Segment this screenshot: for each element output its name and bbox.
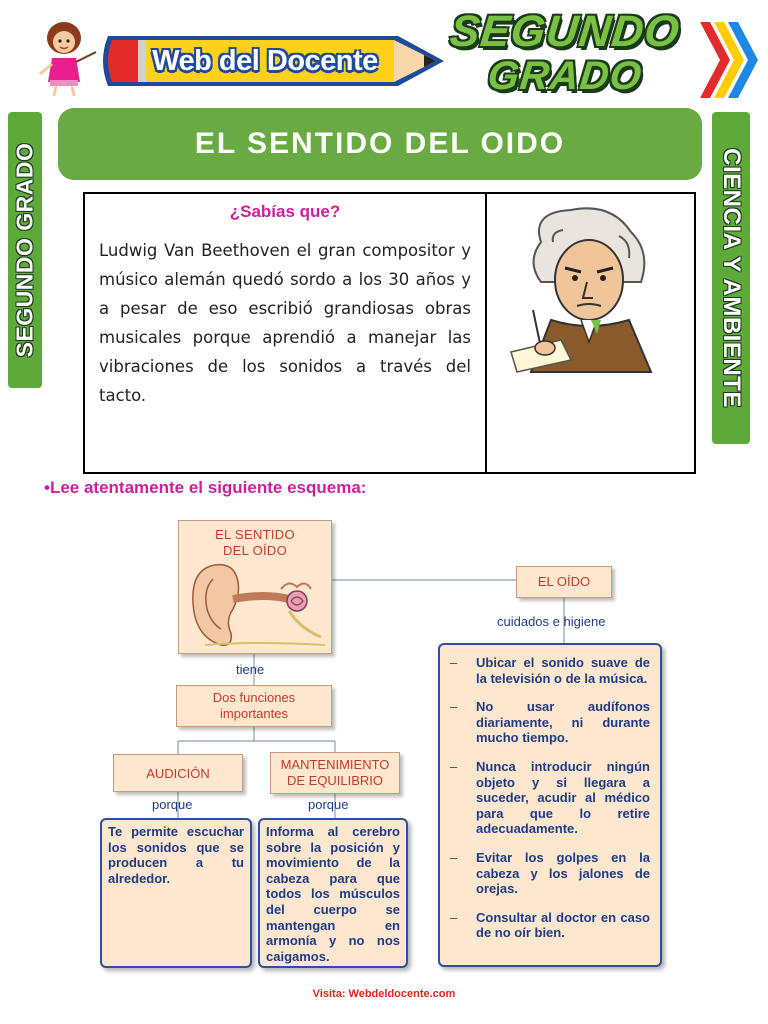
- scheme-functions-node: [176, 685, 332, 727]
- care-item-dash: –: [450, 758, 458, 774]
- logo-text: Web del Docente: [152, 44, 378, 77]
- care-item-text: No usar audífonos diariamente, ni durante mucho tiempo.: [476, 699, 650, 746]
- care-item-text: Ubicar el sonido suave de la televisión o de la música.: [476, 655, 650, 686]
- care-item-text: Evitar los golpes en la cabeza y los jalones de orejas.: [476, 849, 650, 897]
- scheme-balance-line1: MANTENIMIENTO: [280, 757, 390, 772]
- care-item-dash: –: [450, 849, 458, 865]
- info-body: Ludwig Van Beethoven el gran compositor y músico alemán quedó sordo a los 30 años y a pesar de eso escribió grandiosas obras musicales porque aprendió a manejar las vibraciones de los sonidos a través del tacto.: [99, 241, 471, 405]
- care-item-text: Consultar al doctor en caso de no oír bien.: [476, 909, 650, 941]
- scheme-balance-node: [270, 752, 400, 794]
- care-item-text: Nunca introducir ningún objeto y si llegara a suceder, acudir al médico para que lo retire adecuadamente.: [476, 758, 650, 837]
- scheme-root-line2: DEL OÍDO: [222, 543, 288, 558]
- connector-cuidados: cuidados e higiene: [497, 614, 606, 629]
- instruction-text: •Lee atentamente el siguiente esquema:: [44, 478, 367, 497]
- grade-heading-line1: SEGUNDO: [447, 7, 683, 56]
- scheme-balance-line2: DE EQUILIBRIO: [286, 773, 384, 788]
- care-item-dash: –: [450, 909, 458, 925]
- scheme-root-node: [178, 520, 332, 654]
- side-label-subject-text: CIENCIA Y AMBIENTE: [718, 148, 745, 408]
- care-item: [450, 699, 650, 746]
- grade-heading-line2: GRADO: [485, 54, 645, 98]
- care-item: [450, 759, 650, 837]
- scheme-functions-line1: Dos funciones: [212, 690, 296, 705]
- scheme-hearing-node: AUDICIÓN: [113, 754, 243, 792]
- connector-porque-hearing: porque: [152, 797, 193, 812]
- info-heading: ¿Sabías que?: [229, 202, 341, 221]
- care-item: [450, 850, 650, 897]
- scheme-ear-node: EL OÍDO: [516, 566, 612, 598]
- scheme-functions-line2: importantes: [220, 706, 288, 721]
- connector-porque-balance: porque: [308, 797, 349, 812]
- care-item: [450, 910, 650, 941]
- care-item-dash: –: [450, 699, 458, 715]
- care-item-dash: –: [450, 655, 458, 670]
- balance-description: Informa al cerebro sobre la posición y movimiento de la cabeza para que todos los músculos del cuerpo se mantengan en armonía y no nos caigamos.: [258, 818, 408, 968]
- hearing-description: Te permite escuchar los sonidos que se producen a tu alrededor.: [100, 818, 252, 968]
- care-item: [450, 655, 650, 686]
- side-label-grade-text: SEGUNDO GRADO: [11, 142, 38, 358]
- connector-tiene: tiene: [236, 662, 265, 677]
- care-list: [438, 643, 662, 967]
- page-title: EL SENTIDO DEL OIDO: [194, 127, 566, 160]
- ear-anatomy-icon: [185, 559, 327, 649]
- footer-link[interactable]: Visita: Webdeldocente.com: [312, 988, 456, 1000]
- scheme-root-line1: EL SENTIDO: [215, 527, 295, 542]
